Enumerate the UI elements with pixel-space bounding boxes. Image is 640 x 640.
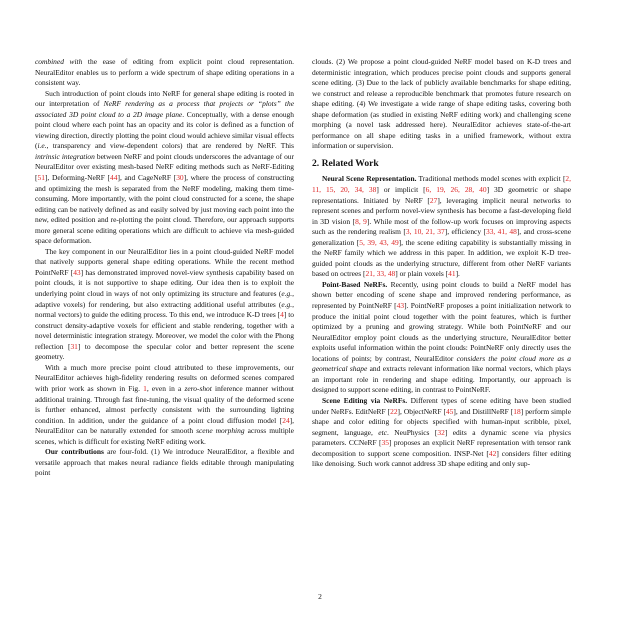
body-text: clouds. (2) We propose a point cloud-guided NeRF model based on K-D trees and deterministic integration, which produces precise point clouds and supports general scene editing. (3) Due to the lack of publicly available benchmarks for shape editing, we construct and release a reproducible benchmark that promotes future research on shape editing. (4) We investigate a wide range of shape editing tasks, covering both shape deformation (as studied in existing NeRF editing work) and challenging scene morphing (a novel task addressed here). NeuralEditor achieves state-of-the-art performance on all shape editing tasks in a unified framework, without extra information or supervision. (312, 57, 571, 151)
paragraph-heading: Point-Based NeRFs. (322, 279, 388, 289)
body-text: Recently, using point clouds to build a NeRF model has shown better encoding of scene shape and improved rendering performance, as represented by PointNeRF [ (312, 279, 571, 311)
citation-link[interactable]: 5, 39, 43, 49 (359, 237, 399, 247)
body-text: between NeRF and point clouds underscores the advantage of our NeuralEditor over existing mesh-based NeRF editing methods such as NeRF-Editing [ (35, 151, 294, 183)
citation-link[interactable]: 6, 19, 26, 28, 40 (425, 185, 487, 195)
body-text: , adaptive voxels) for rendering, but also extracting additional useful attributes ( (35, 289, 294, 309)
paragraph (312, 57, 571, 152)
citation-link[interactable]: 43 (73, 267, 81, 277)
body-text: ], Deforming-NeRF [ (44, 173, 111, 183)
citation-link[interactable]: 22 (390, 406, 398, 416)
body-text: ] considers filter editing like denoising. Such work cannot address 3D shape editing and only sup- (312, 448, 571, 469)
citation-link[interactable]: 35 (381, 438, 389, 448)
body-text: ], and CageNeRF [ (117, 173, 177, 183)
citation-link[interactable]: 4 (280, 310, 284, 320)
body-text: ], and cross-scene generalization [ (312, 227, 572, 247)
paragraph-heading: Neural Scene Representation. (322, 174, 417, 184)
paragraph (35, 57, 294, 89)
paragraph (35, 447, 294, 479)
section-heading: 2. Related Work (312, 157, 379, 169)
body-text: The key component in our NeuralEditor lies in a point cloud-guided NeRF model that natively supports general shape editing operations. While the recent method PointNeRF [ (35, 246, 294, 277)
body-text: ] or plain voxels [ (395, 269, 449, 279)
body-text: ], the scene editing capability is substantially missing in the NeRF family which we address in this paper. In addition, we exploit K-D tree-guided point clouds as the underlying structure, different from other NeRF variants based on octrees [ (312, 237, 571, 279)
body-text: ], efficiency [ (444, 227, 486, 237)
citation-link[interactable]: 51 (37, 173, 45, 183)
body-text: ] edits a dynamic scene via physics parameters. CCNeRF [ (312, 427, 571, 448)
emphasis-text: i.e. (37, 141, 47, 151)
citation-link[interactable]: 42 (488, 448, 497, 458)
citation-link[interactable]: 27 (429, 195, 438, 205)
body-text: ] 3D geometric or shape representations. Initiated by NeRF [ (312, 185, 571, 205)
citation-link[interactable]: 18 (513, 406, 521, 416)
body-text: ] perform simple shape and color editing for objects specified with human-input scribble, pixel, segment, language, (312, 406, 571, 437)
citation-link[interactable]: 21, 33, 48 (365, 269, 396, 279)
body-text: ] to construct density-adaptive voxels for efficient and stable rendering, together with a novel deterministic integration strategy. Moreover, we model the color with the Phong reflection [ (35, 310, 294, 351)
left-column (35, 57, 294, 479)
body-text: , even in a (146, 383, 185, 393)
emphasis-text: NeRF rendering as a process that projects or “plots” the associated 3D point cloud to a 2D image plane (35, 99, 294, 119)
citation-link[interactable]: 2, 11, 15, 20, 34, 38 (312, 174, 571, 195)
body-text: the ease of editing from explicit point cloud representation. NeuralEditor enables us to perform a wide spectrum of shape editing operations in a consistent way. (35, 57, 294, 88)
body-text: , normal vectors) to guide the editing process. To this end, we introduce K-D trees [ (35, 299, 294, 320)
paragraph-heading: Scene Editing via NeRFs. (322, 395, 408, 405)
paragraph-heading: Our contributions (45, 447, 104, 457)
emphasis-text: intrinsic integration (35, 151, 95, 161)
citation-link[interactable]: 32 (437, 427, 445, 437)
emphasis-text: e.g. (281, 289, 293, 299)
emphasis-text: etc (378, 427, 387, 437)
emphasis-text: scene morphing (196, 426, 245, 436)
body-text: ], leveraging implicit neural networks to represent scenes and perform novel-view synthesis has become a fast-developing field in 3D vision [ (312, 195, 571, 226)
body-text: ] to decompose the specular color and better represent the scene geometry. (35, 341, 294, 362)
body-text: . Conceptually, with a dense enough point cloud where each point has an opacity and its color is defined as a function of viewing direction, directly plotting the point cloud would achieve similar visual effects ( (35, 109, 294, 151)
paragraph (35, 89, 294, 247)
paragraph (312, 174, 571, 279)
body-text: inference manner without additional training. Through fast fine-tuning, the visual quality of the deformed scene is further enhanced, almost perfectly consistent with the surrounding lighting condition. In addition, under the guidance of a point cloud diffusion model [ (35, 383, 294, 425)
citation-link[interactable]: 45 (445, 406, 454, 416)
citation-link[interactable]: 33, 41, 48 (485, 227, 517, 237)
citation-link[interactable]: 24 (282, 415, 290, 425)
citation-link[interactable]: 8, 9 (355, 216, 367, 226)
citation-link[interactable]: 1 (143, 383, 147, 393)
paragraph (35, 363, 294, 447)
body-text: Different types of scene editing have been studied under NeRFs. EditNeRF [ (312, 395, 571, 416)
paragraph (35, 247, 294, 363)
citation-link[interactable]: 41 (448, 269, 456, 279)
citation-link[interactable]: 3, 10, 21, 37 (405, 227, 445, 237)
body-text: ], ObjectNeRF [ (397, 406, 446, 416)
emphasis-text: considers the point cloud more as a geometrical shape (312, 353, 571, 374)
page-number: 2 (318, 592, 322, 601)
body-text: ] proposes an explicit NeRF representation with tensor rank decomposition to support scene composition. INSP-Net [ (312, 438, 571, 458)
body-text: ]. PointNeRF proposes a point initialization network to produce the initial point cloud together with the point features, which is further optimized by a pruning and growing strategy. While both PointNeRF and our NeuralEditor employ point clouds as the underlying structure, NeuralEditor better exploits useful information within the point clouds: PointNeRF only directly uses the locations of points; by contrast, NeuralEditor (312, 301, 571, 363)
body-text: . NeuPhysics [ (386, 427, 438, 437)
paragraph (312, 396, 571, 470)
body-text: ]. (455, 269, 460, 279)
right-column (312, 57, 571, 470)
body-text: and extracts relevant information like normal vectors, which plays an important role in rendering and shape editing. Importantly, our approach is designed to support scene editing, in contrast to PointNeRF. (312, 364, 571, 395)
body-text: ], and DistillNeRF [ (453, 406, 514, 416)
body-text: With a much more precise point cloud attributed to these improvements, our NeuralEditor achieves high-fidelity rendering results on deformed scenes compared with prior work as shown in Fig. (35, 362, 294, 393)
body-text: ], where the process of constructing and optimizing the mesh is separated from the NeRF modeling, making them time-consuming. More importantly, with the point cloud constructed for a scene, the shape editing can be natively defined as and easily solved by just moving each point into the new, edited position and re-plotting the point cloud. Therefore, our approach supports more general scene editing operations which are difficult to achieve via mesh-guided space deformation. (35, 173, 294, 246)
body-text: Traditional methods model scenes with explicit [ (416, 174, 566, 184)
emphasis-text: combined with (35, 57, 83, 66)
body-text: ], NeuralEditor can be naturally extended for smooth (35, 415, 294, 436)
body-text: ]. While most of the follow-up work focuses on improving aspects such as the rendering realism [ (312, 216, 571, 237)
emphasis-text: zero-shot (184, 383, 212, 393)
body-text: across multiple scenes, which is difficult for existing NeRF editing work. (35, 426, 294, 446)
citation-link[interactable]: 30 (176, 173, 184, 183)
body-text: ] or implicit [ (376, 185, 426, 195)
body-text: ] has demonstrated improved novel-view synthesis capability based on point clouds, it is not supportive to shape editing. Our idea then is to exploit the underlying point cloud in ways of not only optimizing its structure and features ( (35, 267, 295, 299)
body-text: , transparency and view-dependent colors) that are rendered by NeRF. This (46, 141, 294, 151)
citation-link[interactable]: 43 (396, 301, 405, 311)
body-text: Such introduction of point clouds into NeRF for general shape editing is rooted in our interpretation of (35, 88, 294, 109)
body-text: are four-fold. (1) We introduce NeuralEditor, a flexible and versatile approach that makes neural radiance fields editable through manipulating point (35, 447, 294, 478)
citation-link[interactable]: 31 (70, 341, 78, 351)
citation-link[interactable]: 44 (110, 173, 118, 183)
emphasis-text: e.g. (281, 299, 293, 309)
paragraph (312, 280, 571, 396)
